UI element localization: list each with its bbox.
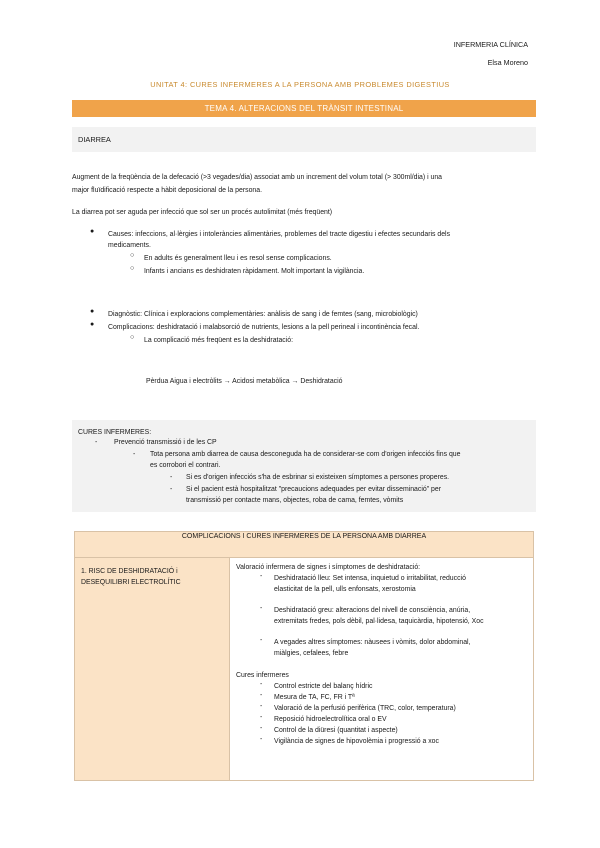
dehydration-chain: Pèrdua Aigua i electròlits → Acidosi metabòlica → Deshidratació [146, 378, 343, 385]
dash: - [260, 692, 263, 699]
greu-line2: extremitats fredes, pols dèbil, pal·lidesa, taquicàrdia, hipotensió, Xoc [274, 618, 484, 625]
dash: - [260, 605, 263, 612]
cures-title: CURES INFERMERES: [78, 429, 152, 436]
causes-sub2: Infants i ancians es deshidraten ràpidament. Molt important la vigilància. [144, 268, 365, 275]
cures-list-item: Control estricte del balanç hídric [274, 683, 373, 690]
section-heading: DIARREA [72, 127, 536, 152]
course-title: INFERMERIA CLÍNICA [453, 40, 528, 49]
causes-line2: medicaments. [108, 242, 151, 249]
dash: - [260, 573, 263, 580]
table-right-cell [230, 558, 534, 781]
left-line1: 1. RISC DE DESHIDRATACIÓ i [81, 568, 178, 575]
dash: - [95, 439, 98, 446]
cures-list-item: Mesura de TA, FC, FR i Tª [274, 694, 355, 701]
lleu-line1: Deshidratació lleu: Set intensa, inquietud o irritabilitat, reducció [274, 575, 466, 582]
causes-line1: Causes: infeccions, al·lèrgies i intoleràncies alimentàries, problemes del tracte digestiu i efectes secundaris dels [108, 231, 451, 238]
cures-sub2-line1: Si el pacient està hospitalitzat "precaucions adequades per evitar disseminació" per [186, 486, 442, 493]
diagnostic-item: Diagnòstic: Clínica i exploracions complementàries: anàlisis de sang i de femtes (sang, microbiològic) [108, 311, 418, 318]
dash: - [260, 736, 263, 743]
valoracio-title: Valoració infermera de signes i símptomes de deshidratació: [236, 564, 421, 571]
intro-paragraph-2: La diarrea pot ser aguda per infecció que sol ser un procés autolimitat (més freqüent) [72, 209, 333, 216]
unit-title: UNITAT 4: CURES INFERMERES A LA PERSONA AMB PROBLEMES DIGESTIUS [150, 80, 450, 89]
cures-list-item: Valoració de la perfusió perifèrica (TRC, color, temperatura) [274, 705, 456, 712]
greu-line1: Deshidratació greu: alteracions del nivell de consciència, anúria, [274, 607, 471, 614]
left-line2: DESEQUILIBRI ELECTROLÍTIC [81, 579, 181, 586]
dash: - [260, 703, 263, 710]
complications-table [74, 531, 534, 781]
dash: - [170, 486, 173, 493]
cures-item-line1: Tota persona amb diarrea de causa desconeguda ha de considerar-se com d'origen infecciós fins que [150, 451, 461, 458]
altres-line2: miàlgies, cefalees, febre [274, 650, 349, 657]
cures-list-item: Vigilància de signes de hipovolèmia i progressió a xoc [274, 738, 439, 745]
lleu-line2: elasticitat de la pell, ulls enfonsats, xerostomia [274, 586, 416, 593]
circle-bullet: ○ [130, 252, 135, 259]
dash: - [260, 725, 263, 732]
bullet-dot: ● [90, 228, 95, 235]
cures-sub2-line2: transmissió per contacte mans, objectes, roba de cama, femtes, vòmits [186, 497, 404, 504]
table-header: COMPLICACIONS I CURES INFERMERES DE LA PERSONA AMB DIARREA [75, 532, 534, 558]
causes-sub1: En adults és generalment lleu i es resol sense complicacions. [144, 255, 332, 262]
circle-bullet: ○ [130, 265, 135, 272]
dash: - [260, 637, 263, 644]
complications-item: Complicacions: deshidratació i malabsorció de nutrients, lesions a la pell perineal i incontinència fecal. [108, 324, 420, 331]
table-left-cell [75, 558, 230, 781]
altres-line1: A vegades altres símptomes: nàusees i vòmits, dolor abdominal, [274, 639, 471, 646]
author-name: Elsa Moreno [487, 58, 528, 67]
circle-bullet: ○ [130, 334, 135, 341]
cures-prevention: Prevenció transmissió i de les CP [114, 439, 217, 446]
complications-sub: La complicació més freqüent es la deshidratació: [144, 337, 293, 344]
cures-item-line2: es corrobori el contrari. [150, 462, 221, 469]
cures-list-title: Cures infermeres [236, 672, 289, 679]
dash: - [133, 451, 136, 458]
dash: - [260, 681, 263, 688]
cures-list-item: Control de la diüresi (quantitat i aspecte) [274, 727, 398, 734]
intro-paragraph-line1: Augment de la freqüència de la defecació (>3 vegades/dia) associat amb un increment del volum total (> 300ml/dia) i una [72, 174, 443, 181]
bullet-dot: ● [90, 308, 95, 315]
cures-list-item: Reposició hidroelectrolítica oral o EV [274, 716, 387, 723]
intro-paragraph-line2: major fluïdificació respecte a hàbit deposicional de la persona. [72, 187, 262, 194]
dash: - [170, 474, 173, 481]
cures-sub1: Si es d'origen infecciós s'ha de esbrinar si existeixen símptomes a persones properes. [186, 474, 450, 481]
bullet-dot: ● [90, 321, 95, 328]
tema-heading: TEMA 4. ALTERACIONS DEL TRÀNSIT INTESTINAL [72, 100, 536, 117]
dash: - [260, 714, 263, 721]
